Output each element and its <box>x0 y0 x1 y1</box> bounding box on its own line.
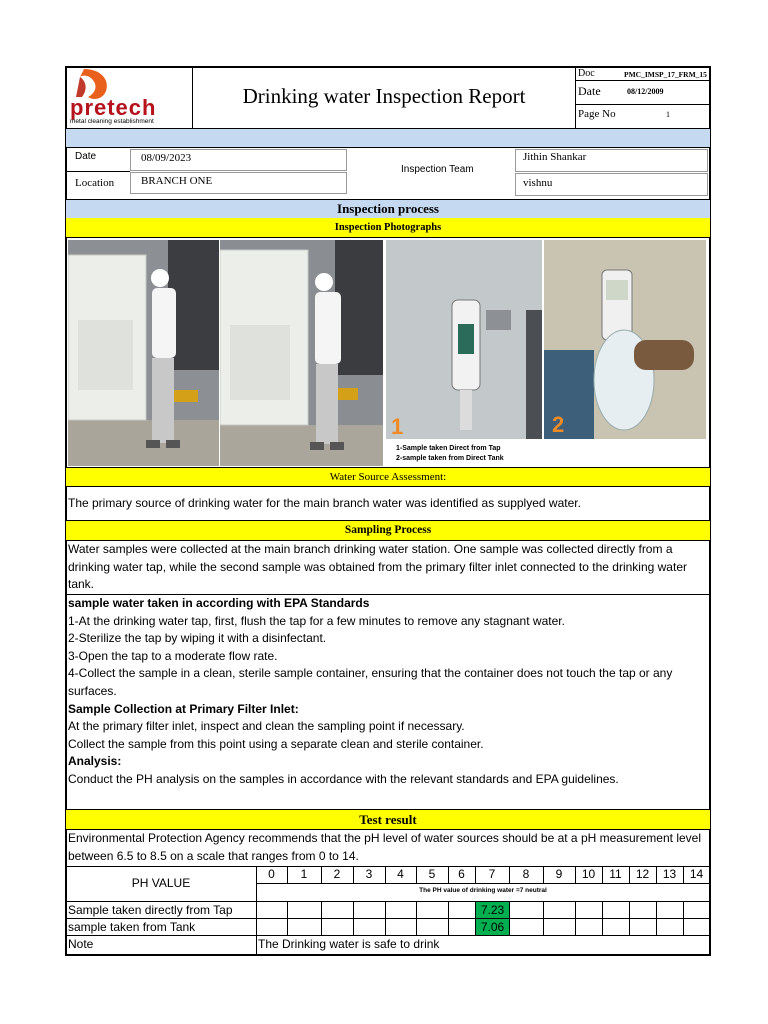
ph-scale-4: 4 <box>397 867 404 881</box>
team-member-2: vishnu <box>523 177 553 189</box>
ph-scale-12: 12 <box>635 867 650 881</box>
ph-scale-13: 13 <box>662 867 677 881</box>
analysis-text: Conduct the PH analysis on the samples in accordance with the relevant standards and EPA guidelines. <box>68 771 619 786</box>
ph-value-tank: 7.06 <box>476 919 509 935</box>
note-label: Note <box>68 937 94 951</box>
ph-scale-14: 14 <box>689 867 704 881</box>
ph-scale-1: 1 <box>300 867 308 881</box>
ph-scale-7: 7 <box>488 867 496 881</box>
filter-line-1: At the primary filter inlet, inspect and clean the sampling point if necessary. <box>68 719 465 734</box>
procedure-heading: sample water taken in according with EPA Standards <box>68 596 370 610</box>
test-result-header: Test result <box>66 810 710 829</box>
inspection-team-label: Inspection Team <box>401 164 474 175</box>
water-source-header: Water Source Assessment: <box>66 468 710 486</box>
location-label: Location <box>75 177 115 189</box>
doc-value: PMC_IMSP_17_FRM_15 <box>624 70 707 79</box>
photo-caption-1: 1-Sample taken Direct from Tap <box>396 445 501 452</box>
test-intro-text: Environmental Protection Agency recommends that the pH level of water sources should be at a pH measurement level between 6.5 to 8.5 on a scale that ranges from 0 to 14. <box>68 831 701 863</box>
neutral-note: The PH value of drinking water =7 neutral <box>419 887 547 894</box>
header-spacer <box>66 129 710 147</box>
sampling-process-header: Sampling Process <box>66 521 710 540</box>
ph-scale-3: 3 <box>365 867 373 881</box>
inspection-photo-tap-2 <box>220 240 383 466</box>
inspection-photographs-header: Inspection Photographs <box>66 218 710 237</box>
header-date-value: 08/12/2009 <box>627 87 664 96</box>
inspection-photo-tap-1 <box>68 240 219 466</box>
logo-text: pretech <box>70 95 157 120</box>
ph-scale-0: 0 <box>268 867 275 881</box>
row-label-tap: Sample taken directly from Tap <box>68 903 233 917</box>
sampling-text: Water samples were collected at the main branch drinking water station. One sample was collected directly from a drinking water tap, while the second sample was obtained from the primary filter inlet connected to the drinking water tank. <box>68 542 687 592</box>
report-title: Drinking water Inspection Report <box>242 84 526 108</box>
logo-tagline: metal cleaning establishment <box>70 118 154 125</box>
inspection-photo-meter-tap <box>386 240 542 439</box>
procedure-step-3: 3-Open the tap to a moderate flow rate. <box>68 648 278 663</box>
location-value: BRANCH ONE <box>141 175 213 187</box>
ph-scale-8: 8 <box>522 867 530 881</box>
analysis-heading: Analysis: <box>68 754 122 769</box>
ph-scale-2: 2 <box>333 867 341 881</box>
ph-scale-11: 11 <box>609 867 622 881</box>
photo-marker-1: 1 <box>391 414 404 439</box>
date-value: 08/09/2023 <box>141 152 192 164</box>
ph-value-tap: 7.23 <box>476 902 509 918</box>
photo-marker-2: 2 <box>552 412 565 437</box>
ph-value-label: PH VALUE <box>131 876 191 890</box>
doc-label: Doc <box>578 68 595 79</box>
team-member-1: Jithin Shankar <box>523 151 587 163</box>
ph-scale-9: 9 <box>555 867 563 881</box>
inspection-photo-meter-tank <box>544 240 706 439</box>
header-date-label: Date <box>578 84 601 98</box>
page-no-value: 1 <box>666 110 670 119</box>
photo-caption-2: 2-sample taken from Direct Tank <box>396 455 504 462</box>
procedure-section <box>68 595 710 789</box>
row-label-tank: sample taken from Tank <box>68 920 196 934</box>
procedure-step-2: 2-Sterilize the tap by wiping it with a disinfectant. <box>68 631 327 646</box>
ph-scale-6: 6 <box>458 867 465 881</box>
company-logo <box>66 67 192 127</box>
inspection-process-header: Inspection process <box>66 200 710 218</box>
filter-heading: Sample Collection at Primary Filter Inlet: <box>68 701 299 716</box>
water-source-text: The primary source of drinking water for the main branch water was identified as supplyed water. <box>68 496 581 510</box>
filter-line-2: Collect the sample from this point using a separate clean and sterile container. <box>68 736 484 751</box>
note-value: The Drinking water is safe to drink <box>258 937 440 951</box>
procedure-step-4: 4-Collect the sample in a clean, sterile sample container, ensuring that the container does not touch the tap or any surfaces. <box>68 666 673 698</box>
ph-scale-5: 5 <box>428 867 436 881</box>
procedure-step-1: 1-At the drinking water tap, first, flush the tap for a few minutes to remove any stagnant water. <box>68 613 565 628</box>
page-no-label: Page No <box>578 108 616 120</box>
date-label: Date <box>75 151 97 162</box>
ph-scale-10: 10 <box>581 867 596 881</box>
